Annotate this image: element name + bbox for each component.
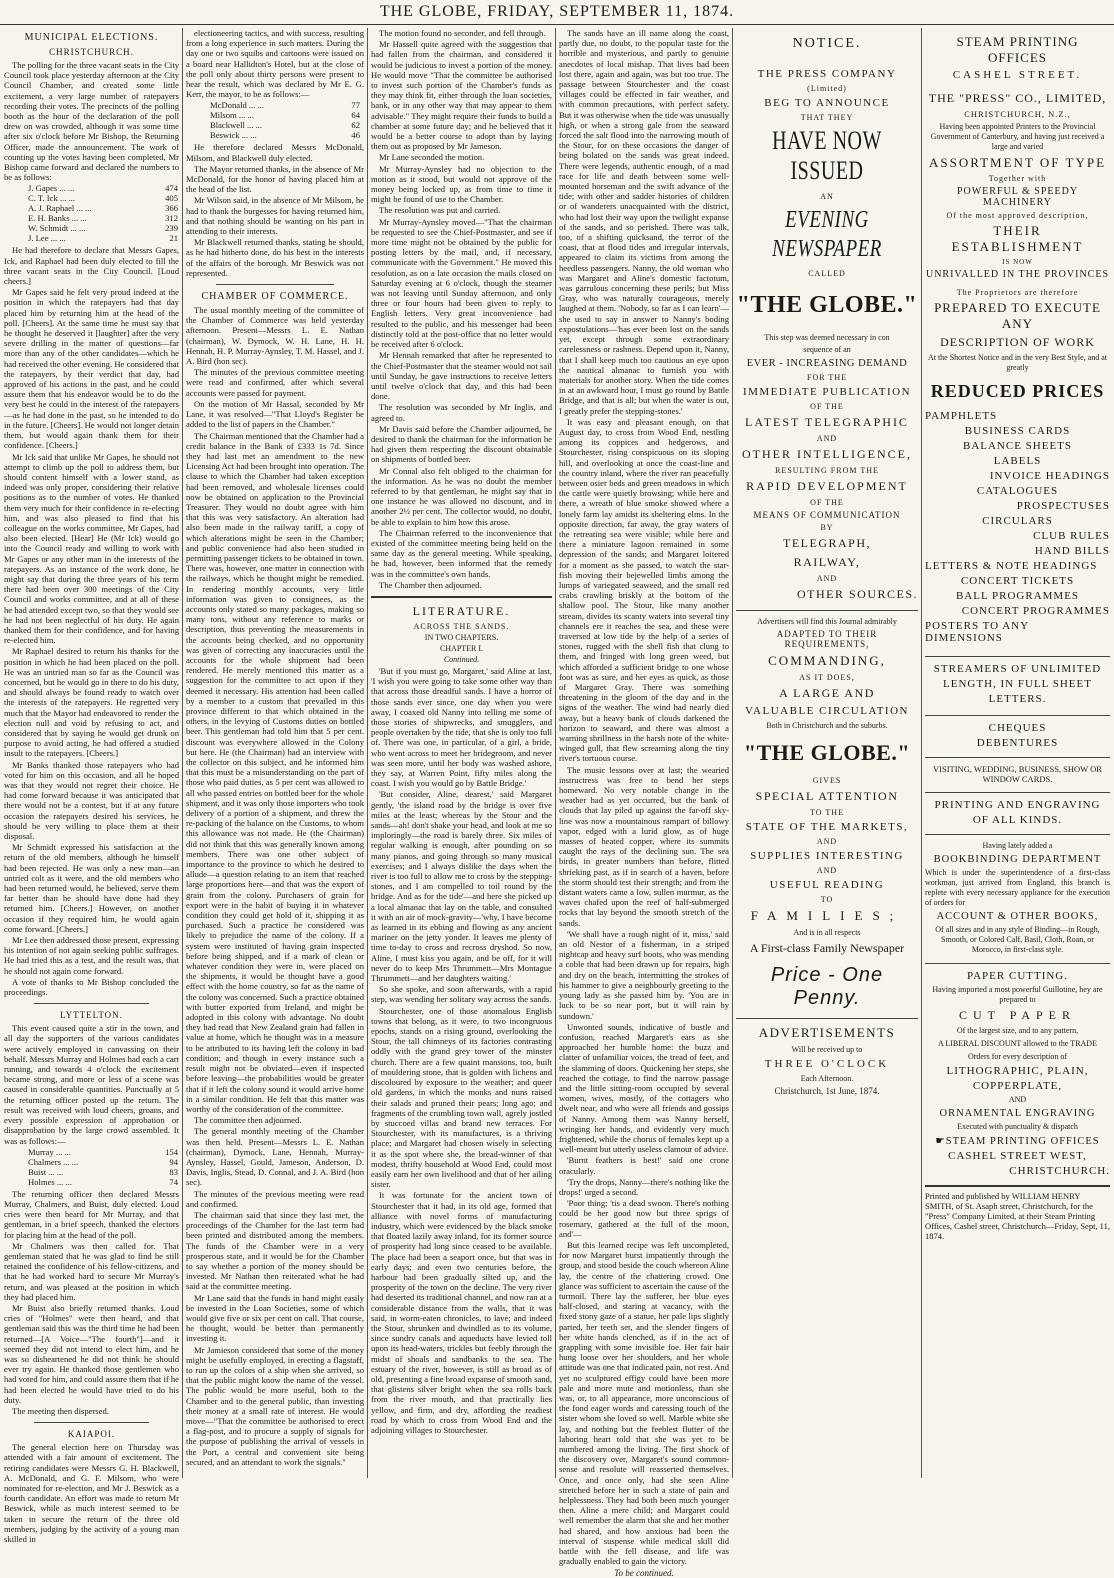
section-subtitle: LYTTELTON. xyxy=(60,1010,123,1021)
ad-line: BEG TO ANNOUNCE xyxy=(764,97,890,109)
paragraph: The polling for the three vacant seats in the City Council took place yesterday afternoon at the City Council Chamber, and created some little excitement, a very large number of ratepayers recording their votes. The precincts of the polling booth as the hour of the declaration of the poll drew on was crowded, although it was some time after six o'clock before Mr Bishop, the Returning Officer, made the announcement. The work of counting up the votes having been completed, Mr Bishop came forward and declared the numbers to be as follows: xyxy=(4,60,179,183)
column-rule xyxy=(367,28,368,1478)
ad-line: VISITING, WEDDING, BUSINESS, SHOW OR WINDOW CARDS. xyxy=(925,757,1110,784)
printing-advert xyxy=(925,28,1110,1478)
pointing-hand-icon: ☛ xyxy=(935,1136,946,1147)
ad-line: TO xyxy=(820,895,834,904)
ad-line: CASHEL STREET. xyxy=(952,69,1083,81)
ad-line: ORNAMENTAL ENGRAVING xyxy=(939,1108,1096,1119)
ad-line: Which is under the superintendence of a first-class workman, just arrived from England, this branch is replete with every necessary appliance for the execution of orders for xyxy=(925,868,1110,907)
result-row xyxy=(28,233,178,243)
result-row xyxy=(28,213,178,223)
ad-line: LETTERS. xyxy=(988,693,1047,705)
vote-count: 366 xyxy=(165,203,178,214)
divider xyxy=(216,284,334,285)
ad-line: POWERFUL & SPEEDY MACHINERY xyxy=(956,186,1079,208)
paragraph: Mr Wilson said, in the absence of Mr Milsom, he had to thank the burgesses for having returned him, and that nothing should be wanting on his part in attending to their interests. xyxy=(186,195,364,237)
column-4 xyxy=(559,28,729,1578)
paragraph: Stourchester, one of those anomalous English towns that belong, as it were, to two incongruous epochs, stands on a rising ground, overlooking the Stour, the tall chimneys of its factories contrasting oddly with the grand grey tower of the minster church. There are a few quaint mansions, too, built of mouldering stone, that is golden with lichens and discoloured by exposure to the weather; and queer old gardens, in which the monks and nuns raised their salads and pruned their pears; long ago; and fragments of the crumbling town wall, agrely jostled by stuccoed villas and brand new terraces. For Stourchester, with its manufactures, is a thriving place; and Margaret had chosen wisely in selecting it as the spot where she, the bread-winner of that modest, thrifty household at Wood End, could most easily earn her own livelihood and that of her ailing sister. xyxy=(371,1005,552,1190)
notice-title: NOTICE. xyxy=(792,36,862,51)
ad-headline: REDUCED PRICES xyxy=(930,381,1105,401)
product-item: CATALOGUES xyxy=(976,485,1059,497)
paragraph: The minutes of the previous meeting were read and confirmed. xyxy=(186,1188,364,1209)
paragraph: Mr Murray-Aynsley moved—"That the chairman be requested to see the Chief-Postmaster, and see if more time might not be obtained by the public for posting letters by the mail, and, if necessary, communicate with the Government." He moved this resolution, as on a late occasion the mails closed on Saturday evening at 6 o'clock, though the steamer was not leaving until Sunday afternoon, and only three or four hours had been given to reply to English letters. Very great inconvenience had resulted to the public, and his messenger had been distinctly told at the post-office that no letter would be received after 6 o'clock. xyxy=(371,216,552,350)
continued-label: Continued. xyxy=(443,654,480,664)
divider xyxy=(34,1422,149,1423)
ad-headline: EVENING NEWSPAPER xyxy=(772,206,882,263)
paragraph: It was easy and pleasant enough, on that August day, to cross from Wood End, nestling among its coppices and hedgerows, and Stourchester, rising conspicuous on its sloping hill, and overlooking at once the coast-line and the country inland, where the river ran peacefully between osier beds and green meadows in which the cattle were quietly browsing; while here and there, a wreath of blue smoke showed where a lonely farm lay amidst its sheltering elms. In the opposite direction, far away, the gray waters of the retreating sea were visible; while here and there a miniature lagoon remained in some depression of the sands; and Margaret loitered for a moment as she passed, to watch the star-fish moving their bejewelled limbs among the lumps of variegated seaweed, and the small red crabs crawling briskly at the bottom of the shallow pool. The Stour, like many another stream, divides its scanty waters into several tiny channels ere it reaches the sea, and these were traversed at low tide by the help of a series of stones, rugged with the shell fish that clung to them, and fringed with long green weed, but which afforded a sufficient bridge to one whose foot was as sure, and her eyes as quick, as those of Margaret Gray. There was something threatening in the gloom of the day and in the signs of the weather. The wind had nearly died away, but a heavy bank of clouds darkened the horizon to seaward, and there was almost a warning shrillness in the harsh note of the white-winged gull, that flew screaming along the tiny river's tortuous course. xyxy=(559,416,729,764)
paragraph: The meeting then dispersed. xyxy=(12,1405,109,1416)
vote-count: 405 xyxy=(165,193,178,204)
ad-line: MEANS OF COMMUNICATION xyxy=(753,510,901,520)
ad-line: RESULTING FROM THE xyxy=(775,466,879,475)
ad-line: COPPERPLATE, xyxy=(972,1080,1063,1092)
product-item: INVOICE HEADINGS xyxy=(989,470,1110,482)
ad-line: PRINTING AND ENGRAVING xyxy=(925,792,1110,811)
candidate-name: C. T. Ick ... ... xyxy=(28,193,75,204)
candidate-name: W. Schmidt ... ... xyxy=(28,223,86,234)
ad-line: sequence of an xyxy=(803,345,851,354)
paragraph: Mr Ick said that unlike Mr Gapes, he should not attempt to climb up the poll to address them, but should content himself with a lower stand, as indeed was only proper, considering their relative positions as to the number of votes. He thanked them very much for their confidence in re-electing him, and was also pleased to find that his colleague on the works committee, Mr Gapes, had also been elected. [Hear] He (Mr Ick) would go into the Council ready and willing to work with Mr Gapes or any other man in the interests of the ratepayers. As an instance of the work done, he might say that during the three years of his term there had been over 300 meetings of the City Council and works committee, and at all of these he had attended except two, so that they would see he had not been neglectful of his duty. He again thanked them for their confidence, and for having re-elected him. xyxy=(4,451,179,646)
paragraph: 'Burnt feathers is best!' said one crone oracularly. xyxy=(559,1155,729,1176)
paragraph: 'Poor thing; 'tis a dead swoon. There's nothing could be her good now but three sprigs of rosemary, gathered at the full of the moon, and'— xyxy=(559,1198,729,1239)
ad-line: TELEGRAPH, xyxy=(783,536,871,550)
result-row xyxy=(210,110,360,120)
column-rule xyxy=(182,28,183,1478)
paragraph: So she spoke, and soon afterwards, with a rapid step, was wending her solitary way across the sands. xyxy=(371,984,552,1005)
paragraph: The minutes of the previous committee meeting were read and confirmed, after which several accounts were passed for payment. xyxy=(186,367,364,398)
paragraph: Mr Jamieson considered that some of the money might be usefully employed, in erecting a flagstaff, to run up the colors of a ship when she arrived, so that the public might know the name of the vessel. The public would be more useful, both to the Chamber and to the general public, than investing their money at a small rate of interest. He would move—"That the committee be authorised to erect a flag-post, and to procure a supply of signals for the purpose of publishing the arrival of vessels in the Port, a central and convenient site being secured, and an attendant to work the signals." xyxy=(186,1344,364,1467)
candidate-name: J. Lee ... ... xyxy=(28,233,66,244)
column-2 xyxy=(186,28,364,1478)
ad-line: This step was deemed necessary in con xyxy=(764,333,890,342)
ad-line: THEIR ESTABLISHMENT xyxy=(951,223,1084,254)
paragraph: He therefore declared Messrs McDonald, Milsom, and Blackwell duly elected. xyxy=(186,142,364,163)
vote-count: 77 xyxy=(351,100,360,111)
paragraph: The resolution was seconded by Mr Inglis, and agreed to. xyxy=(371,402,552,423)
vote-count: 62 xyxy=(351,120,360,131)
ad-line: (Limited) xyxy=(807,84,847,93)
result-row xyxy=(28,1167,178,1177)
paragraph: He had therefore to declare that Messrs Gapes, Ick, and Raphael had been duly elected to fill the three vacant seats in the City Council. [Loud cheers.] xyxy=(4,245,179,287)
paragraph: Mr Connal also felt obliged to the chairman for the information. As he was no doubt the member referred to by that gentleman, he might say that in one instance he was allowed no discount, and in another 2½ per cent. The collector would, no doubt, be able to explain to him how this arose. xyxy=(371,465,552,527)
ad-line: SPECIAL ATTENTION xyxy=(755,789,899,803)
story-title: ACROSS THE SANDS. xyxy=(413,621,510,631)
section-title: LITERATURE. xyxy=(412,603,511,618)
vote-count: 64 xyxy=(351,110,360,121)
divider xyxy=(34,1003,149,1004)
ad-line: PREPARED TO EXECUTE ANY xyxy=(934,300,1101,331)
candidate-name: Chalmers ... ... xyxy=(28,1156,79,1167)
paragraph: The general monthly meeting of the Chamber was then held. Present—Messrs L. E. Nathan (chairman), Dymock, Lane, Hennah, Murray-Aynsley, Hassel, Gould, Jameson, Anderson, D. Davis, Inglis, Stead, D. Connal, and J. A. Bird (hon sec). xyxy=(186,1126,364,1188)
result-row xyxy=(28,183,178,193)
ad-headline: "THE GLOBE." xyxy=(736,292,918,318)
ad-line: Together with xyxy=(988,174,1047,183)
candidate-name: J. Gapes ... ... xyxy=(28,183,75,194)
ad-line: The Proprietors are therefore xyxy=(956,288,1079,297)
ad-line: Both in Christchurch and the suburbs. xyxy=(766,721,888,730)
product-item: HAND BILLS xyxy=(1034,545,1110,557)
column-1 xyxy=(4,28,179,1544)
ad-line: TO THE xyxy=(810,808,844,817)
section-title: MUNICIPAL ELECTIONS. xyxy=(24,32,159,43)
paragraph: The committee then adjourned. xyxy=(194,1115,302,1126)
section-subtitle: KAIAPOI. xyxy=(67,1429,116,1440)
paragraph: Mr Murray-Aynsley had no objection to the motion as it stood, but would not approve of the money being locked up, as from time to time it might be found of use to the Chamber. xyxy=(371,163,552,205)
section-subtitle: CHRISTCHURCH. xyxy=(49,47,134,57)
paragraph: Mr Schmidt expressed his satisfaction at the return of the old members, although he himself had been rejected. He was only a new man—an untried colt as it were, and the old members who had been returned would, he believed, serve them far better than he should have done had they returned him. [Cheers.] However, on another occasion if they required him, he would again come forward. [Cheers.] xyxy=(4,842,179,934)
paragraph: The returning officer then declared Messrs Murray, Chalmers, and Buist, duly elected. Loud cries were then heard for Mr Murray, and that gentleman, in a brief speech, thanked the electors for placing him at the head of the poll. xyxy=(4,1188,179,1240)
candidate-name: Blackwell ... ... xyxy=(210,120,263,131)
paragraph: 'Try the drops, Nanny—there's nothing like the drops!' urged a second. xyxy=(559,1176,729,1197)
ad-line: Advertisers will find this Journal admirably xyxy=(736,610,918,626)
result-row xyxy=(28,223,178,233)
paragraph: The motion found no seconder, and fell through. xyxy=(379,28,546,38)
ad-line: CALLED xyxy=(808,269,846,278)
ad-line: CUT PAPER xyxy=(958,1008,1077,1022)
ad-line: Each Afternoon. xyxy=(800,1074,854,1083)
ad-line: FAMILIES; xyxy=(750,908,904,923)
ad-line: CHRISTCHURCH, N.Z., xyxy=(964,109,1071,119)
paragraph: A vote of thanks to Mr Bishop concluded the proceedings. xyxy=(4,976,179,998)
section-title: CHAMBER OF COMMERCE. xyxy=(201,291,349,303)
ad-line: LENGTH, IN FULL SHEET xyxy=(943,678,1092,690)
ad-line: USEFUL READING xyxy=(769,879,885,891)
ad-line: SUPPLIES INTERESTING xyxy=(750,850,904,862)
imprint: Printed and published by WILLIAM HENRY SMITH, of St. Asaph street, Christchurch, for the "Press" Company Limited, at their Steam Printing Offices, Cashel street, Christchurch—Friday, Sept, 11, 1874. xyxy=(925,1185,1110,1241)
paragraph: Mr Raphael desired to return his thanks for the position in which he had been placed on the poll. He was an untried man so far as the Council was concerned, but he would go in there to do his duty, and should always be found ready to watch over the interests of the ratepayers. He regretted very much that the Mayor had endeavored to render the election null and void by refusing to act, and considered that by saying he would get drunk on purpose to avoid acting, he had offered a studied insult to the ratepayers. [Cheers.] xyxy=(4,646,179,759)
story-subtitle: IN TWO CHAPTERS. xyxy=(424,632,499,642)
column-rule xyxy=(921,28,922,1478)
ad-line: And is in all respects xyxy=(793,928,861,937)
paragraph: The Chamber then adjourned. xyxy=(379,579,482,590)
ad-line: Christchurch, 1st June, 1874. xyxy=(774,1086,880,1096)
ad-line: STEAM PRINTING OFFICES xyxy=(956,34,1079,65)
candidate-name: McDonald ... ... xyxy=(210,100,264,111)
ad-line: Having been appointed Printers to the Provincial Government of Canterbury, and having just received a large and varied xyxy=(930,122,1105,151)
ad-line: A First-class Family Newspaper xyxy=(749,941,905,955)
paragraph: Mr Lane said that the funds in hand might easily be invested in the Loan Societies, some of which would give five or six per cent on call. That course, he thought, would be better than permanently investing it. xyxy=(186,1292,364,1344)
paragraph: Mr Buist also briefly returned thanks. Loud cries of "Holmes" were then heard, and that gentleman said this was the third time he had been returned—[A Voice—"The fourth"]—and it seemed they did not intend to elect him, and he was so disheartened he did not think he should ever try again. He thanked those gentlemen who had voted for him, and could assure them that if he had been elected he would have tried to do his duty. xyxy=(4,1302,179,1405)
ad-line: At the Shortest Notice and in the very Best Style, and at greatly xyxy=(927,353,1108,372)
ad-line: Orders for every description of xyxy=(967,1052,1068,1061)
ad-line: ADVERTISEMENTS xyxy=(736,1018,918,1041)
candidate-name: Murray ... ... xyxy=(28,1146,71,1157)
ad-line: OF ALL KINDS. xyxy=(972,814,1063,826)
ad-line: DEBENTURES xyxy=(976,737,1059,749)
product-item: CONCERT TICKETS xyxy=(960,575,1075,587)
column-3 xyxy=(371,28,552,1478)
ad-line: CHRISTCHURCH. xyxy=(1009,1165,1110,1177)
ad-line: LITHOGRAPHIC, PLAIN, xyxy=(946,1065,1089,1077)
vote-count: 74 xyxy=(169,1176,178,1187)
vote-count: 239 xyxy=(165,223,178,234)
result-row xyxy=(28,1147,178,1157)
column-rule xyxy=(555,28,556,1478)
ad-line: STREAMERS OF UNLIMITED xyxy=(925,656,1110,675)
ad-line: UNRIVALLED IN THE PROVINCES xyxy=(925,269,1110,280)
to-be-continued: To be continued. xyxy=(614,1568,674,1578)
ad-line: Having imported a most powerful Guillotine, hey are prepared to xyxy=(932,985,1103,1004)
paragraph: On the motion of Mr Hassal, seconded by Mr Lane, it was resolved—"That Lloyd's Register be added to the list of papers in the Chamber." xyxy=(186,398,364,430)
ad-line: VALUABLE CIRCULATION xyxy=(745,705,909,717)
ad-line: STATE OF THE MARKETS, xyxy=(745,821,909,833)
candidate-name: Buist ... ... xyxy=(28,1166,64,1177)
paragraph: Mr Banks thanked those ratepayers who had voted for him on this occasion, and all he hoped was that they would not regret their choice. He had come forward because it was anticipated that there would not be a contest, but if at any future occasion the ratepayers desired his services, he should be very willing to place them at their disposal. xyxy=(4,759,179,842)
paragraph: The usual monthly meeting of the committee of the Chamber of Commerce was held yesterday afternoon. Present—Messrs L. E. Nathan (chairman), W. Dymock, W. H. Lane, H. H. Hennah, H. P. Murray-Aynsley, T. M. Hassel, and J. A. Bird (hon sec). xyxy=(186,305,364,367)
ad-line-text: STEAM PRINTING OFFICES xyxy=(945,1136,1100,1147)
paragraph: 'But consider, Aline, dearest,' said Margaret gently, 'the island road by the bridge is over five miles at the least; whereas by the Stour and the sands—ah! don't shake your head, and look at me so imploringly—the road is barely three. Six miles of regular walking is enough, after pounding on so many pianos, and going through so many musical exercises; and I always dislike the days when the river is too full to allow me to cross by the stepping-stones, and I am compelled to toil round by the bridge. And as for the tide'—and here she picked up a local almanac that lay on the table, and consulted it with an air of mock-gravity—'why, I have become as learned in its ebbing and flowing as any ancient mariner on the jetty yonder. It leaves me plenty of time to-day to cross and recross dryshod. So now, Aline, I must kiss you again, and be off, for it will never do to keep Mrs Thrummett—Mrs Montague Thrummett—and her daughters waiting.' xyxy=(371,789,552,984)
ad-line: Of all sizes and in any style of Binding—in Rough, Smooth, or Colored Calf, Basil, Cloth, Roan, or Morocco, in first-class style. xyxy=(935,925,1100,954)
paragraph: The music lessons over at last; the wearied instructress was free to bend her steps homeward. No very notable change in the weather had as yet occurred, but the bank of clouds that lay piled up against the far-off sky-line was now a mountainous rampart of billowy vapor, edged with a lurid glow, as of huge masses of heated copper, where its summits caught the rays of the declining sun. The sea birds, in greater numbers than before, flitted shrieking past, as if in search of a haven, before the storm should test their strength; and from the distant waters came a low, sullen murmur, as the waves chafed upon the reef of half-submerged rocks that lay beyond the smooth stretch of the sands. xyxy=(559,764,729,928)
results-table xyxy=(210,100,360,140)
ad-line: Will be received up to xyxy=(791,1045,863,1054)
paragraph: Mr Lee then addressed those present, expressing his intention of not again seeking public suffrages. He had tried this as a test, and the result was, that he should not again come forward. xyxy=(4,935,179,976)
ad-line: THREE O'CLOCK xyxy=(764,1058,890,1070)
ad-line: A LIBERAL DISCOUNT allowed to the TRADE xyxy=(938,1039,1097,1048)
paragraph: Unwonted sounds, indicative of bustle and confusion, reached Margaret's ears as she approached her humble home: the buzz and clatter of unfamiliar voices, the tread of feet, and the slamming of doors. Quickening her steps, she reached the cottage, to find the narrow passage and the little sitting-room occupied by several women, wives, mostly, of the cottagers who dwelt near, and who were all friends and gossips of Nanny. Among them was Nanny herself, wringing her hands, and evidently very much frightened, while the chorus of females kept up a well-meant but utterly useless clamour of advice. xyxy=(559,1021,729,1155)
result-row xyxy=(28,203,178,213)
ad-line: RAILWAY, xyxy=(793,555,861,569)
column-rule xyxy=(732,28,733,1478)
product-item: POSTERS TO ANY DIMENSIONS xyxy=(925,620,1029,644)
vote-count: 474 xyxy=(165,183,178,194)
product-item: CONCERT PROGRAMMES xyxy=(961,605,1110,617)
paragraph: 'But if you must go, Margaret,' said Aline at last, 'I wish you were going to take some other way than that across those dreadful sands. I have a horror of those sands ever since, one day when you were away, I coaxed old Nanny into telling me some of those stories of shipwrecks, and smugglers, and people overtaken by the tide, that she is only too full of. There was one, in particular, of a girl, a bride, who went across to meet her bridegroom, and never was seen more, until her body was washed ashore, they say, at Warren Point, fifty miles along the coast. I wish you would go by Battle Bridge.' xyxy=(371,665,552,789)
paragraph: Mr Blackwell returned thanks, stating he should, as he had hitherto done, do his best in the interests of the affairs of the borough. Mr Beswick was not represented. xyxy=(186,237,364,278)
ad-line: AND xyxy=(816,866,838,875)
result-row xyxy=(28,1157,178,1167)
result-row xyxy=(210,120,360,130)
paragraph: 'We shall have a rough night of it, miss,' said an old Nestor of a fisherman, in a striped nightcap and heavy surf boots, who was mending a coble that had been drawn up for repairs, high and dry on the beach, intermitting the strokes of his hammer to give a neighbourly greeting to the young lady as she passed him by. 'You are in luck to be so near port, but it will rain by sundown.' xyxy=(559,928,729,1021)
ad-line: OF THE xyxy=(810,402,844,411)
ad-line: COMMANDING, xyxy=(768,653,886,668)
ad-line: AND xyxy=(816,574,838,583)
candidate-name: E. H. Banks ... ... xyxy=(28,213,87,224)
ad-line: CASHEL STREET WEST, xyxy=(948,1150,1087,1162)
ad-line: THAT THEY xyxy=(800,113,854,122)
result-row xyxy=(28,193,178,203)
paragraph: The Chairman referred to the inconvenience that existed of the committee meeting being held on the same day as the general meeting. While speaking, he had, however, been informed that the remedy was in the committee's own hands. xyxy=(371,527,552,579)
paragraph: Mr Chalmers was then called for. That gentleman stated that he was glad to find he still retained the confidence of his fellow-citizens, and that he had worked hard to secure Mr Murray's return, and was pleased at the position in which they had placed him. xyxy=(4,1240,179,1302)
ad-line: AND xyxy=(1008,1095,1027,1104)
ad-line: A LARGE AND xyxy=(779,686,875,700)
paragraph: This event caused quite a stir in the town, and all day the supporters of the various candidates were actively employed in canvassing on their behalf. Messrs Murray and Holmes had each a cart running, and towards 4 o'clock the excitement became strong, and more or less of a scene was caused in considerable quantities. Punctually at 5 the returning officer posted up the return. The result was received with loud cheers, groans, and every possible expression of approbation or disapprobation by the large crowd assembled. It was as follows:— xyxy=(4,1023,179,1146)
paragraph: Mr Hennah remarked that after he represented to the Chief-Postmaster that the steamer would not sail until Sunday, he gave instructions to receive letters until twelve o'clock that day, and this had been done. xyxy=(371,350,552,402)
candidate-name: Milsom ... ... xyxy=(210,110,254,121)
ad-line: Of the most approved description, xyxy=(946,211,1089,220)
paragraph: The sands have an ill name along the coast, partly due, no doubt, to the popular taste for the horrible and mysterious, and partly to genuine anecdotes of local mishap. That lives had been lost there, again and again, was but too true. The passage between Stourchester and the coast villages could be effected in fair weather, and with common precautions, with perfect safety. But it was otherwise when the tide was unusually high, or when a strong gale from the seaward forced the salt flood into the narrowing mouth of the Stour, for on these occasions the danger of being bolated on the sands was great indeed. There were legends, authentic enough, of a mad race for life and death between some well-mounted horseman and the swift advance of the tide; with other and sadder histories of children or of wanderers unacquainted with the district, who had lost their way upon the twilight expanse of the sands, and so perished. There was talk, too, of a shifting quicksand, the terror of the coast, that at flood tides and irregular intervals, appeared to claim its victims from among the heedless passengers. Nanny, the old woman who was Margaret and Aline's domestic factotum, was garrulous concerning these perils; but Miss Gray, who was naturally courageous, merely laughed at them. 'Nobody, so far as I can learn'—she used to say in answer to Nanny's boding expostulations—'has ever been lost on the sands yet, except through some extraordinary carelessness or rashness. Depend upon it, Nanny, that I shall keep much too cautious an eye upon the nautical almanac to furnish you with materials for another story. When the tide comes in at an awkward hour, I must go round by Battle Bridge, and that is all; but when the water is out, I greatly prefer the stepping-stones.' xyxy=(559,28,729,416)
product-item: LETTERS & NOTE HEADINGS xyxy=(925,560,1098,572)
vote-count: 94 xyxy=(169,1156,178,1167)
product-item: PROSPECTUSES xyxy=(1016,500,1110,512)
ad-line: LATEST TELEGRAPHIC xyxy=(745,415,909,429)
candidate-name: Beswick ... ... xyxy=(210,130,257,141)
results-table xyxy=(28,183,178,243)
ad-line: IS NOW xyxy=(1002,258,1033,266)
ad-line: AN xyxy=(820,192,834,201)
ad-line: ASSORTMENT OF TYPE xyxy=(928,155,1107,170)
ad-line: AND xyxy=(816,434,838,443)
ad-line: ADAPTED TO THEIR REQUIREMENTS, xyxy=(776,629,878,649)
vote-count: 83 xyxy=(169,1166,178,1177)
candidate-name: A. J. Raphael ... ... xyxy=(28,203,92,214)
ad-line: IMMEDIATE PUBLICATION xyxy=(742,386,912,398)
ad-line: GIVES xyxy=(812,776,842,785)
ad-line: Having lately added a xyxy=(925,834,1110,851)
product-item: PAMPHLETS xyxy=(925,410,998,422)
results-table xyxy=(28,1147,178,1187)
candidate-name: Holmes ... ... xyxy=(28,1176,72,1187)
paragraph: Mr Davis said before the Chamber adjourned, he desired to thank the chairman for the information he had given them respecting the discount obtainable on shipments of bottled beer. xyxy=(371,423,552,465)
ad-line: OF THE xyxy=(810,498,844,507)
product-list xyxy=(925,410,1110,644)
ad-line: AND xyxy=(816,837,838,846)
ad-line: FOR THE xyxy=(807,373,847,382)
paragraph: The chairman said that since they last met, the proceedings of the Chamber for the last term had been printed and distributed among the members. The funds of the Chamber were in a very prosperous state, and it would be for the Chamber to say whether a portion of the money should be invested. Mr Nathan then reiterated what he had said at the committee meeting. xyxy=(186,1209,364,1292)
ad-line: EVER - INCREASING DEMAND xyxy=(746,358,908,369)
ad-line: OTHER SOURCES. xyxy=(796,587,918,601)
ad-line: AS IT DOES, xyxy=(799,673,855,682)
paragraph: Mr Gapes said he felt very proud indeed at the position in which the ratepayers had that day placed him by returning him at the head of the poll. [Cheers]. At the same time he must say that he thought he deserved it [laughter] after the very severe drilling in the matter of questions—far more than any of the other candidates—which he had received the other evening. He considered that the ratepayers, by their verdict that day, had approved of his actions in the past, and he could assure them that his endeavor would be to do the very best he could in the interest of the ratepayers—as he had done in the past, so he intended to do in the future. [Cheers]. He would not longer detain them, but would again thank them for their confidence. [Cheers.] xyxy=(4,287,179,451)
ad-line: THE PRESS COMPANY xyxy=(757,68,897,80)
notice-advert xyxy=(736,28,918,1478)
product-item: CIRCULARS xyxy=(982,515,1053,527)
paragraph: But this learned recipe was left uncompleted, for now Margaret burst impatiently through the group, and stood beside the couch whereon Aline lay, the centre of the chattering crowd. One glance was sufficient to ascertain the cause of the turmoil. There lay the sufferer, her blue eyes half-closed, and staring at vacancy, with the fixed stony gaze of a statue, her pale lips slightly parted, her teeth set, and the slender fingers of her white hands clenched, as if in the act of grappling with some invisible foe. Her fair hair hung loose over her shoulders, and her whole attitude was one that indicated pain, not rest. And yet no sculptured effigy could have been more pale and more mute and motionless, than she was, or, to all appearance, more unconscious of the fond eager words and caressing touch of the sister whom she loved so well. Marble white she lay, and nothing but the feeblest flutter of the laboring heart told that she was yet to be numbered among the living. The first shock of the discovery over, Margaret's sound common-sense and resolute will reasserted themselves. Once, and once only, had she seen Aline stretched before her in such a state of pain and helplessness. They had both been much younger then. Aline a mere child; and Margaret could well remember the alarm that she and her mother had shared, and how anxious had been the interval of suspense while medical skill did battle with the fell disease, and life was gradually enabled to gain the victory. xyxy=(559,1239,729,1567)
ad-line: Of the largest size, and to any pattern, xyxy=(956,1026,1079,1035)
vote-count: 46 xyxy=(351,130,360,141)
vote-count: 312 xyxy=(165,213,178,224)
result-row xyxy=(210,130,360,140)
paragraph: Mr Hassell quite agreed with the suggestion that had fallen from the chairman, and considered it would be judicious to invest a portion of the money. He would move "That the committee be authorised to invest such portion of the Chamber's funds as they may think fit, either through the loan societies, bank, or in any other way that may appear to them advisable." They might require their funds to build a chamber at some future day; and he believed that it would be a better course to adopt than by laying them out as proposed by Mr Jameson. xyxy=(371,39,552,152)
paragraph: The resolution was put and carried. xyxy=(379,205,501,216)
ad-line: DESCRIPTION OF WORK xyxy=(940,335,1095,349)
chapter-title: CHAPTER I. xyxy=(439,643,484,653)
ad-line: Executed with punctuality & dispatch xyxy=(957,1122,1078,1131)
paragraph: The Chairman mentioned that the Chamber had a credit balance in the Bank of £333 1s 7d. Since they had last met an amendment to the new Licensing Act had been brought into operation. The clause to which the Chamber had taken exception had been removed, and wholesale licenses could now be obtained on application to the Provincial Treasurer. They would no doubt agree with him that this was very satisfactory. An alteration had also been made in the railway tariff, a copy of which alterations might be seen in the Chamber; and public convenience had also been studied in permitting passenger tickets to be obtained in town. There was, however, one matter in connection with the railways, which he thought might be remedied. In rendering monthly accounts, very little information was given to consignees, as the accounts only stated so many packages, making so many tons, without any reference to marks or description, thus preventing the measurements in the accounts being checked, and no opportunity was given of correcting any inaccuracies until the accounts for the whole shipment had been rendered. He merely mentioned this matter as a suggestion for the committee to act upon if they deemed it necessary. His attention had been called by a member to a custom that prevailed in this province different to that which obtained in the others, in the levying of Customs duties on bottled beer. This gentleman had told him that 5 per cent. discount was everywhere allowed in the Colony but here. He (the Chairman) had an interview with the collector on this subject, and he informed him that this must be a misunderstanding on the part of those who paid duties, as 5 per cent was allowed to all who passed entries on bottled beer for the whole shipment, and it was only those importers who took delivery of a portion of a shipment, and threw the re-packing of the balance on the Customs, to whom this allowance was not made. He (the Chairman) did not think that this was generally known among members. There was one other subject of importance to the province to which he desired to allude—a question relating to an item that reached large proportions here—and that was the export of grain from the colony. Purchasers of grain for export were in the habit of buying it in whatever condition they could get hold of it, shipping it as purchased. Such a practice he considered was likely to prejudice the name of the colony. If a system were instituted of having grain inspected before being shipped, and if a mark of clean or whatever condition they were in, were placed on the shipments, it would be thought have a good effect with the home country, so far as the name of the colony was concerned. Such a practice obtained with butter exported from Ireland, and might be adopted in this colony with advantage. No doubt they had read that New Zealand grain had fallen in value at home, which he thought was in a measure to be attributed to its having left the colony in bad condition; and though in every instance such a result might not be obviated—even if inspected before leaving—the probabilities would be greater that if it left the colony sound it would arrive home in a similar condition. He felt that this matter was worthy of the consideration of the committee. xyxy=(186,430,364,1114)
price-line: Price - One Penny. xyxy=(770,964,884,1009)
ad-line: ACCOUNT & OTHER BOOKS, xyxy=(936,911,1099,922)
product-item: LABELS xyxy=(993,455,1042,467)
paragraph: The Mayor returned thanks, in the absence of Mr McDonald, for the honor of having placed him at the head of the list. xyxy=(186,163,364,195)
ad-line: BY xyxy=(820,523,834,532)
vote-count: 154 xyxy=(165,1146,178,1157)
ad-line: PAPER CUTTING. xyxy=(925,963,1110,982)
ad-line: CHEQUES xyxy=(925,715,1110,734)
ad-line: BOOKBINDING DEPARTMENT xyxy=(933,854,1102,865)
paragraph: The general election here on Thursday was attended with a fair amount of excitement. The retiring candidates were Messrs G. H. Blackwell, A. McDonald, and G. F. Milsom, who were nominated for re-election, and Mr J. Beswick as a fourth candidate. An effort was made to return Mr Beswick, while as much interest seemed to be taken to secure the return of the three old members, judging by the activity of a young man skilled in xyxy=(4,1442,179,1544)
masthead: THE GLOBE, FRIDAY, SEPTEMBER 11, 1874. xyxy=(0,0,1114,25)
result-row xyxy=(210,100,360,110)
product-item: BALL PROGRAMMES xyxy=(955,590,1080,602)
ad-line: RAPID DEVELOPMENT xyxy=(746,479,908,493)
paragraph: It was fortunate for the ancient town of Stourchester that it had, in its old age, formed that alliance with novel forms of manufacturing industry, which were evidenced by the black smoke that floated lazily away inland, for its former source of prosperity had long since ceased to be available. The place had been a seaport once, but that was in early days; and even two centuries before, the harbour had been gradually silted up, and the prosperity of the town on the decline. The very river had deserted its traditional channel, and now ran at a considerable distance from the walls, that it was said, in worm-eaten chronicles, to lave; and indeed the Stour, shrunken and dwindled as to its volume, since sundry canals and aqueducts have levied toll upon its head-waters, trickles but feebly through the midst of shoals and sandbanks to the sea. The estuary of the river, however, is still as broad as of old, presenting a fine broad expanse of smooth sand, that glistens silver bright when the sea rolls back from the river mouth, and that practically lies yellow, and firm, and dry, affording the readiest road by which to cross from Wood End and the adjoining villages to Stourchester. xyxy=(371,1190,552,1435)
ad-line xyxy=(925,1135,1110,1147)
vote-count: 21 xyxy=(169,233,178,244)
ad-headline: "THE GLOBE." xyxy=(743,740,911,765)
ad-line: OTHER INTELLIGENCE, xyxy=(742,447,912,461)
result-row xyxy=(28,1177,178,1187)
divider xyxy=(371,596,552,598)
paragraph: Mr Lane seconded the motion. xyxy=(379,152,485,163)
ad-line: THE "PRESS" CO., LIMITED, xyxy=(928,91,1107,105)
product-item: BUSINESS CARDS xyxy=(964,425,1071,437)
product-item: BALANCE SHEETS xyxy=(962,440,1073,452)
ad-headline: HAVE NOW ISSUED xyxy=(772,127,882,186)
product-item: CLUB RULES xyxy=(1033,530,1110,542)
paragraph: electioneering tactics, and with success, resulting from a long experience in such matters. During the day one or two squibs and cartoons were issued on a board near Hallidton's Hotel, but at the close of the poll only about thirty persons were present to hear the result, which was declared by Mr E. G. Kerr, the mayor, to be as follows:— xyxy=(186,28,364,100)
